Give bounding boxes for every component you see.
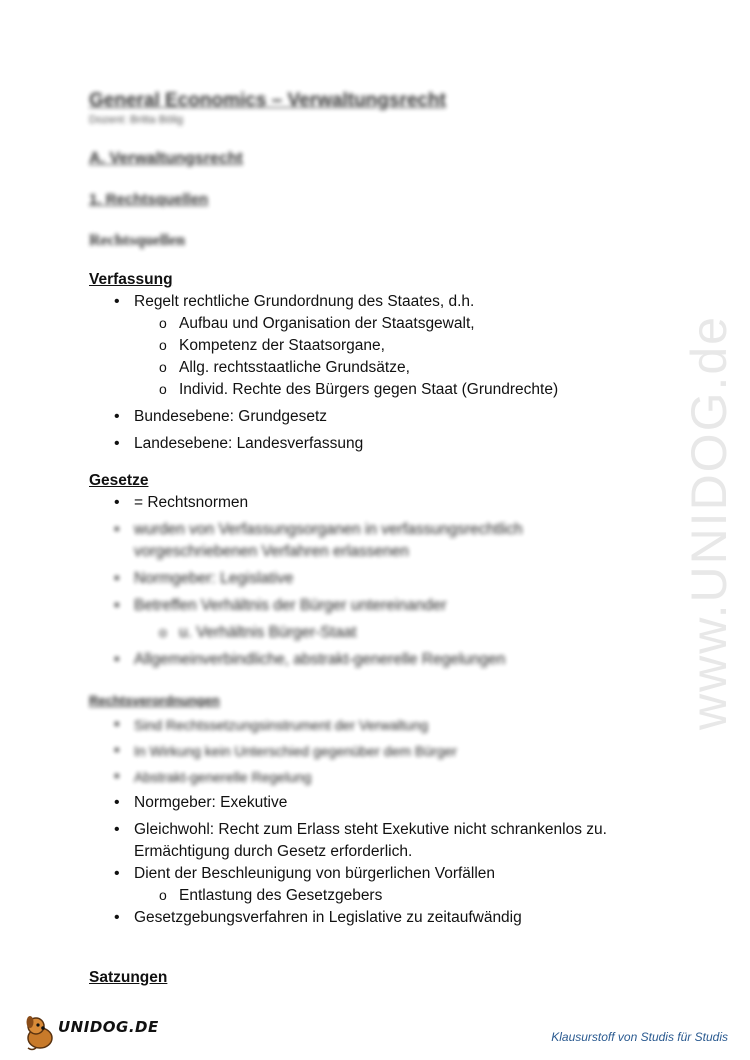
- list-item: • = Rechtsnormen: [134, 492, 649, 514]
- watermark: www.UNIDOG.de: [681, 315, 737, 730]
- list-item: • Landesebene: Landesverfassung: [134, 433, 649, 455]
- section-verfassung: [89, 269, 649, 455]
- heading-section-a: A. Verwaltungsrecht: [89, 150, 243, 167]
- sub-list: [134, 313, 649, 401]
- list-item: • Allgemeinverbindliche, abstrakt-generelle Regelungen: [134, 649, 649, 671]
- list-item: • Normgeber: Legislative: [134, 568, 649, 590]
- bullet-list: [89, 792, 649, 929]
- list-item: • Normgeber: Exekutive: [134, 792, 649, 814]
- list-item: • In Wirkung kein Unterschied gegenüber dem Bürger: [134, 738, 649, 764]
- list-item: • Bundesebene: Grundgesetz: [134, 406, 649, 428]
- footer-tagline: Klausurstoff von Studis für Studis: [551, 1030, 728, 1044]
- heading-section-1: 1. Rechtsquellen: [89, 191, 209, 208]
- bullet-list: [89, 492, 649, 514]
- section-rechtsverordnungen: [89, 690, 649, 929]
- section-heading: Satzungen: [89, 969, 168, 986]
- section-satzungen: [89, 967, 649, 989]
- sub-list-item: o Aufbau und Organisation der Staatsgewalt,: [179, 313, 649, 335]
- sub-list-item: o Entlastung des Gesetzgebers: [179, 885, 649, 907]
- blurred-bullet-list: [89, 519, 649, 671]
- list-item: • Abstrakt-generelle Regelung: [134, 764, 649, 790]
- sub-list: [134, 885, 649, 907]
- blurred-block: [89, 690, 649, 790]
- list-item: • Sind Rechtssetzungsinstrument der Verwaltung: [134, 712, 649, 738]
- list-item: • Gleichwohl: Recht zum Erlass steht Exekutive nicht schrankenlos zu. Ermächtigung durch Gesetz erforderlich.: [134, 819, 649, 863]
- document-title: General Economics – Verwaltungsrecht: [89, 90, 446, 111]
- section-heading: Verfassung: [89, 271, 173, 288]
- sub-list-item: o Allg. rechtsstaatliche Grundsätze,: [179, 357, 649, 379]
- section-heading: Rechtsverordnungen: [89, 693, 220, 708]
- list-item: • wurden von Verfassungsorganen in verfassungsrechtlich vorgeschriebenen Verfahren erlassenen: [134, 519, 649, 563]
- document-subtitle: Dozent: Britta Bölig: [89, 114, 184, 126]
- sub-list: [134, 622, 649, 644]
- heading-rechtsquellen: Rechtsquellen: [89, 232, 185, 249]
- section-gesetze: [89, 470, 649, 671]
- logo-text: UNIDOG.DE: [58, 1018, 159, 1036]
- sub-list-item: o u. Verhältnis Bürger-Staat: [179, 622, 649, 644]
- section-heading: Gesetze: [89, 472, 149, 489]
- blurred-bullet-list: [89, 712, 649, 790]
- sub-list-item: o Individ. Rechte des Bürgers gegen Staat (Grundrechte): [179, 379, 649, 401]
- list-item: • Betreffen Verhältnis der Bürger untereinander o u. Verhältnis Bürger-Staat: [134, 595, 649, 644]
- list-item: • Gesetzgebungsverfahren in Legislative zu zeitaufwändig: [134, 907, 649, 929]
- list-item: • Dient der Beschleunigung von bürgerlichen Vorfällen o Entlastung des Gesetzgebers: [134, 863, 649, 907]
- list-item: • Regelt rechtliche Grundordnung des Staates, d.h. o Aufbau und Organisation der Staatsgewalt, o Kompetenz der Staatsorgane, o Allg. rechtsstaatliche Grundsätze, o Individ. Rechte des Bürgers gegen Staat (Grundrechte): [134, 291, 649, 401]
- sub-list-item: o Kompetenz der Staatsorgane,: [179, 335, 649, 357]
- bullet-list: [89, 291, 649, 455]
